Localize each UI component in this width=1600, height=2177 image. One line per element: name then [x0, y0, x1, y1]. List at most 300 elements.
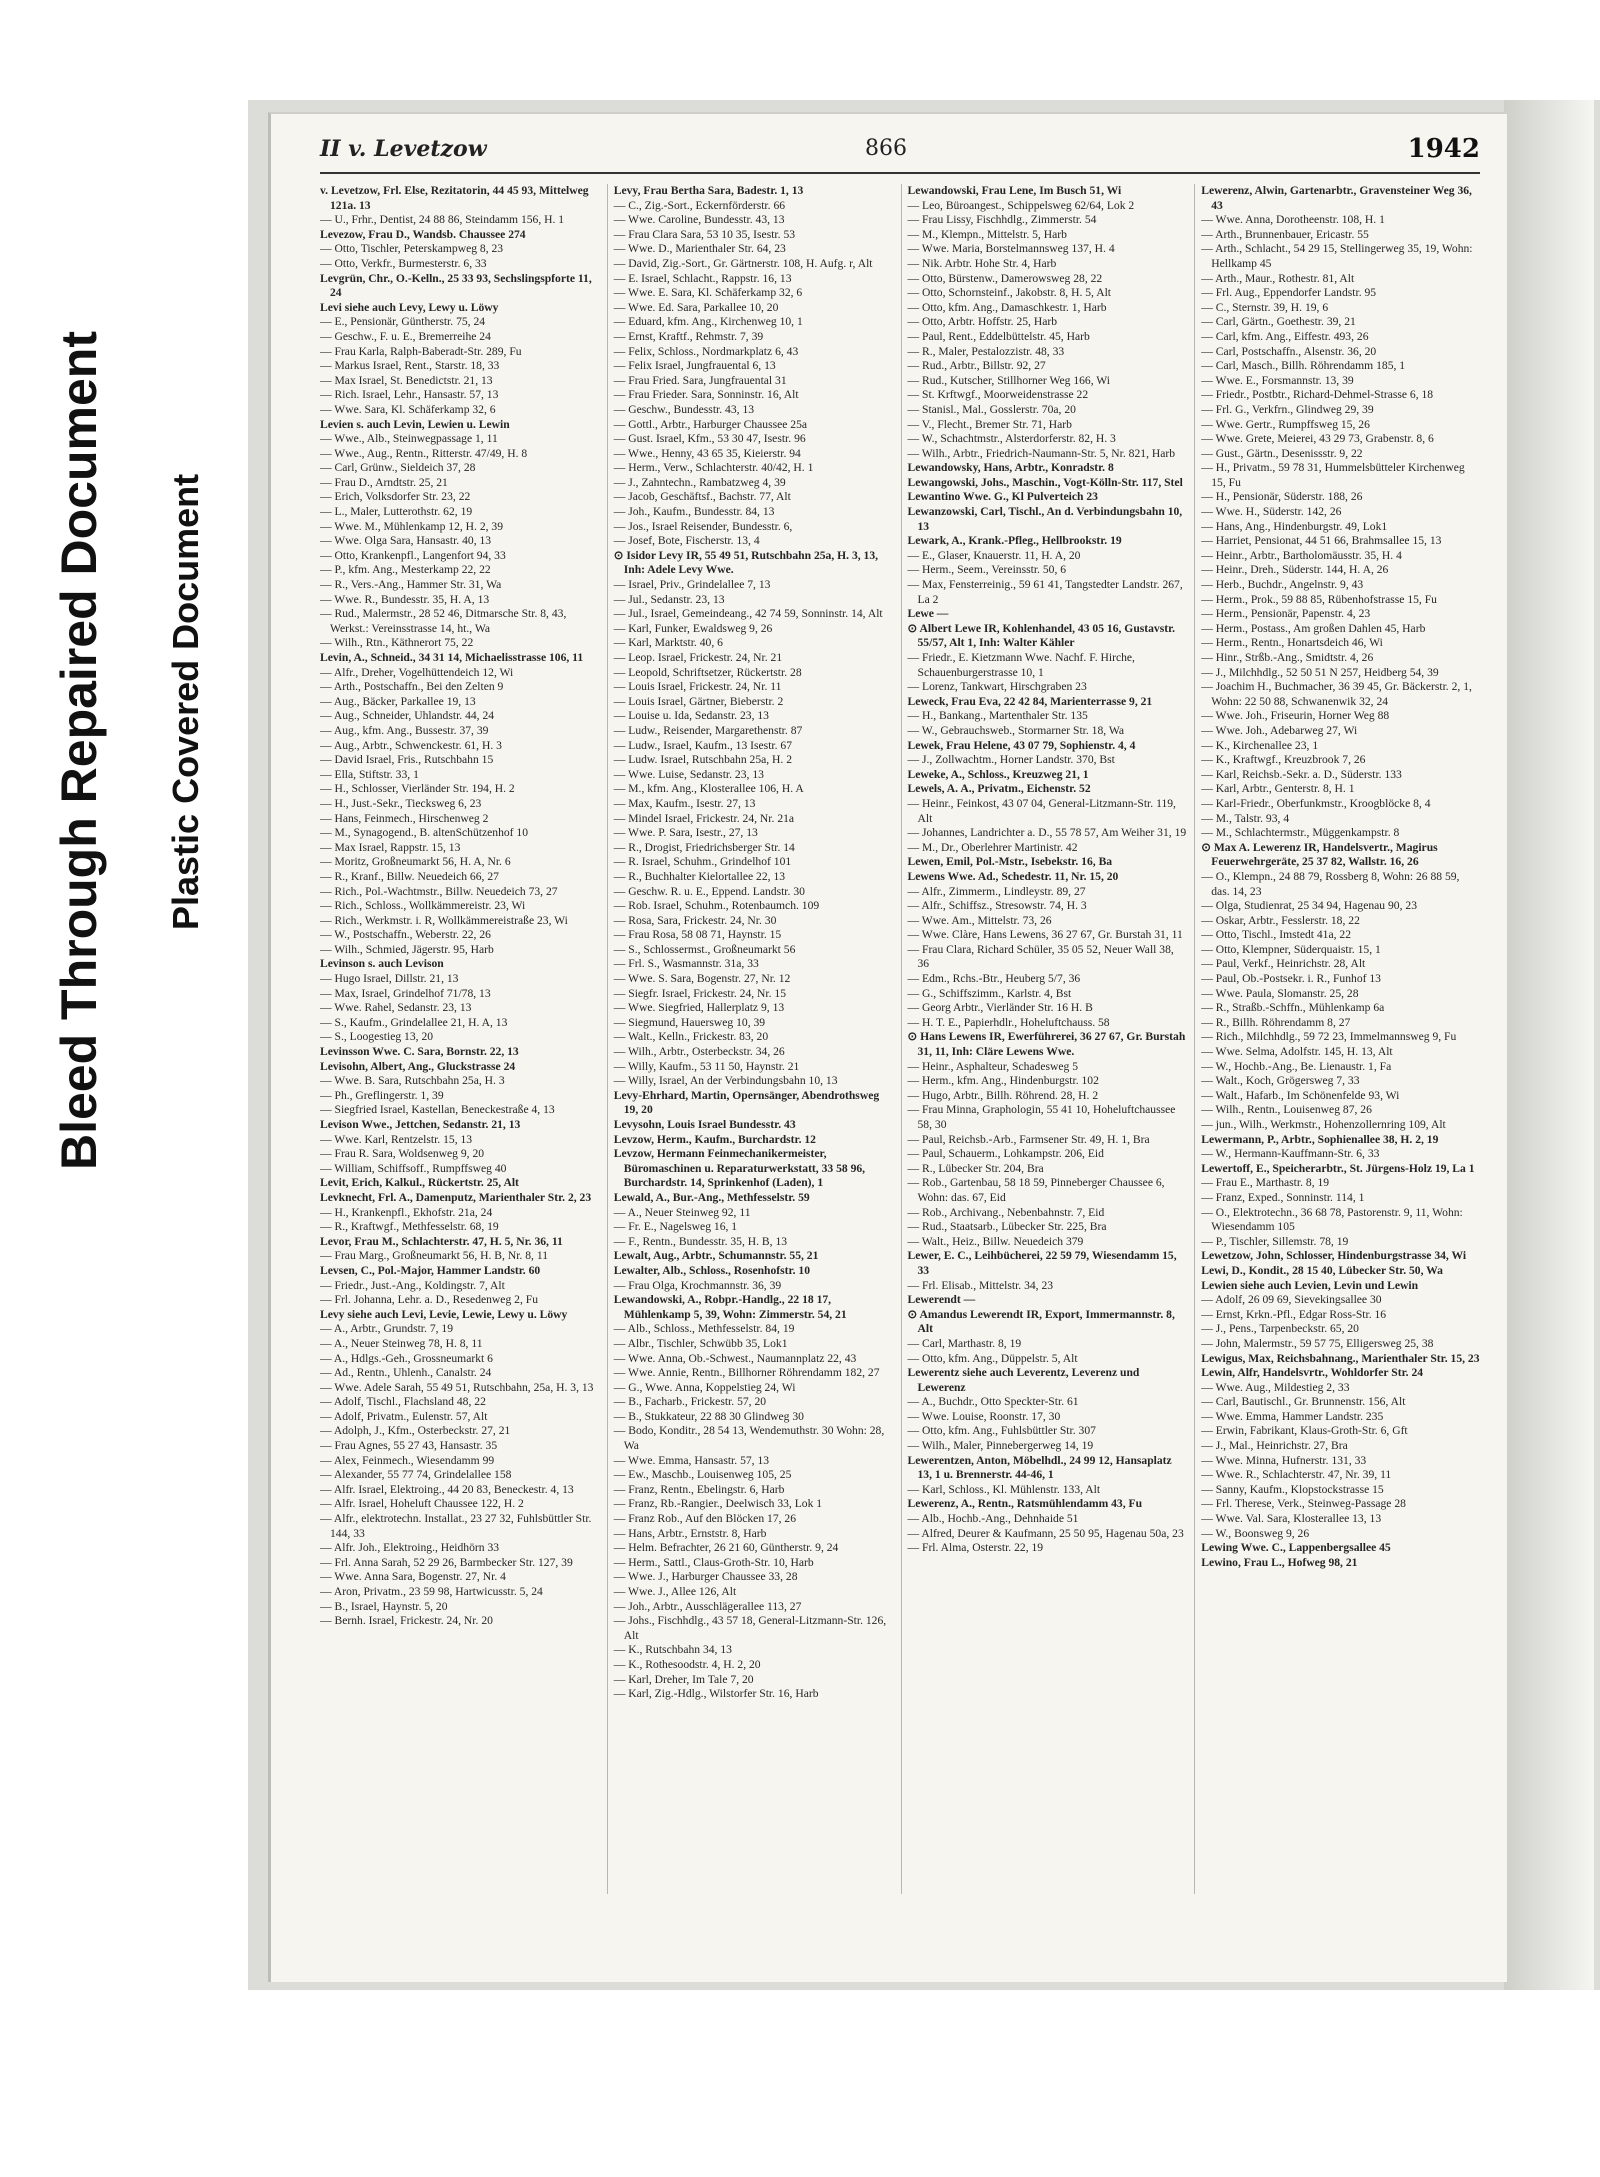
directory-entry: Lewino, Frau L., Hofweg 98, 21	[1201, 1555, 1358, 1569]
directory-entry: — Wwe. B. Sara, Rutschbahn 25a, H. 3	[320, 1074, 505, 1088]
directory-entry: — Erwin, Fabrikant, Klaus-Groth-Str. 6, Gft	[1201, 1424, 1408, 1438]
directory-entry: — Wwe. Ed. Sara, Parkallee 10, 20	[613, 300, 779, 314]
directory-entry: — K., Rutschbahn 34, 13	[613, 1643, 732, 1657]
directory-entry: — M., Dr., Oberlehrer Martinistr. 42	[907, 840, 1078, 854]
directory-entry: — E., Pensionär, Güntherstr. 75, 24	[320, 315, 486, 329]
directory-entry: — B., Israel, Haynstr. 5, 20	[320, 1599, 448, 1613]
directory-entry: — Alfr. Israel, Hoheluft Chaussee 122, H. 2	[320, 1497, 524, 1511]
directory-entry: — M., Synagogend., B. altenSchützenhof 10	[320, 826, 529, 840]
directory-entry: — Alfred, Deurer & Kaufmann, 25 50 95, Hagenau 50a, 23	[907, 1526, 1184, 1540]
directory-entry: — Rud., Staatsarb., Lübecker Str. 225, Bra	[907, 1220, 1107, 1234]
directory-entry: Levi siehe auch Levy, Lewy u. Löwy	[320, 300, 499, 314]
directory-entry: Lewerenz, Alwin, Gartenarbtr., Gravensteiner Weg 36, 43	[1201, 184, 1472, 212]
directory-entry: — G., Schiffszimm., Karlstr. 4, Bst	[907, 986, 1072, 1000]
directory-entry: — C., Zig.-Sort., Eckernförderstr. 66	[613, 198, 786, 212]
directory-entry: — Frau Lissy, Fischhdlg., Zimmerstr. 54	[907, 213, 1097, 227]
directory-entry: Levinson s. auch Levison	[320, 957, 444, 971]
directory-entry: — H., Privatm., 59 78 31, Hummelsbütteler Kirchenweg 15, Fu	[1201, 461, 1465, 489]
directory-entry: — Arth., Brunnenbauer, Ericastr. 55	[1201, 227, 1369, 241]
directory-entry: ⊙ Albert Lewe IR, Kohlenhandel, 43 05 16, Gustavstr. 55/57, Alt 1, Inh: Walter Kähler	[907, 621, 1176, 650]
directory-entry: Levy siehe auch Levi, Levie, Lewie, Lewy u. Löwy	[320, 1307, 568, 1321]
viewer-bottom-margin	[0, 1990, 1600, 2177]
directory-entry: Levison Wwe., Jettchen, Sedanstr. 21, 13	[320, 1118, 521, 1131]
directory-entry: — W., Boonsweg 9, 26	[1201, 1526, 1310, 1540]
directory-entry: — Frl. Johanna, Lehr. a. D., Resedenweg 2, Fu	[320, 1293, 538, 1307]
directory-entry: — David, Zig.-Sort., Gr. Gärtnerstr. 108, H. Aufg. r, Alt	[613, 256, 873, 270]
directory-entry: Lewandowski, Frau Lene, Im Busch 51, Wi	[907, 184, 1122, 197]
directory-entry: — P., Tischler, Sillemstr. 78, 19	[1201, 1234, 1349, 1248]
directory-entry: — Wwe. J., Allee 126, Alt	[613, 1585, 737, 1598]
directory-entry: — Karl, Funker, Ewaldsweg 9, 26	[613, 621, 773, 635]
directory-entry: — H. T. E., Papierhdlr., Hoheluftchauss. 58	[907, 1015, 1110, 1029]
directory-entry: — Wwe. Louise, Roonstr. 17, 30	[907, 1409, 1061, 1423]
directory-entry: — Wwe. Grete, Meierei, 43 29 73, Grabenstr. 8, 6	[1201, 432, 1434, 446]
directory-entry: — Rud., Arbtr., Billstr. 92, 27	[907, 359, 1046, 373]
directory-entry: — K., Kirchenallee 23, 1	[1201, 738, 1319, 752]
directory-entry: Lewantino Wwe. G., Kl Pulverteich 23	[907, 490, 1098, 504]
directory-entry: — Paul, Reichsb.-Arb., Farmsener Str. 49, H. 1, Bra	[907, 1132, 1150, 1146]
directory-entry: — Leopold, Schriftsetzer, Rückertstr. 28	[613, 665, 802, 679]
directory-entry: — B., Stukkateur, 22 88 30 Glindweg 30	[613, 1409, 804, 1423]
directory-entry: — S., Kaufm., Grindelallee 21, H. A, 13	[320, 1015, 508, 1029]
directory-entry: Levgrün, Chr., O.-Kelln., 25 33 93, Sechslingspforte 11, 24	[320, 271, 592, 300]
directory-entry: — Joachim H., Buchmacher, 36 39 45, Gr. Bäckerstr. 2, 1, Wohn: 22 50 88, Schwanenwik 32, 24	[1201, 680, 1472, 708]
directory-entry: — Wwe., Aug., Rentn., Ritterstr. 47/49, H. 8	[320, 446, 528, 460]
directory-entry: — Frau Olga, Krochmannstr. 36, 39	[613, 1278, 782, 1292]
directory-entry: — Wwe. Adele Sarah, 55 49 51, Rutschbahn, 25a, H. 3, 13	[320, 1380, 594, 1394]
directory-entry: — Frau D., Arndtstr. 25, 21	[320, 475, 448, 489]
directory-entry: — Frau Rosa, 58 08 71, Haynstr. 15	[613, 928, 782, 942]
directory-entry: — Arth., Schlacht., 54 29 15, Stellingerweg 35, 19, Wohn: Hellkamp 45	[1201, 242, 1473, 270]
directory-entry: — jun., Wilh., Werkmstr., Hohenzollernring 109, Alt	[1201, 1118, 1446, 1131]
directory-entry: — W., Gebrauchsweb., Stormarner Str. 18, Wa	[907, 723, 1125, 737]
directory-entry: — Friedr., Postbtr., Richard-Dehmel-Strasse 6, 18	[1201, 388, 1434, 402]
directory-entry: — St. Krftwgf., Moorweidenstrasse 22	[907, 388, 1089, 402]
directory-entry: — Eduard, kfm. Ang., Kirchenweg 10, 1	[613, 315, 803, 329]
directory-entry: — Rich., Pol.-Wachtmstr., Billw. Neuedeich 73, 27	[320, 884, 558, 898]
directory-entry: — Aug., Arbtr., Schwenckestr. 61, H. 3	[320, 738, 502, 752]
directory-entry: Lewerendt —	[907, 1293, 976, 1307]
directory-entry: — Paul, Ob.-Postsekr. i. R., Funhof 13	[1201, 972, 1381, 986]
directory-entry: Levysohn, Louis Israel Bundesstr. 43	[613, 1118, 796, 1131]
directory-entry: — Ew., Maschb., Louisenweg 105, 25	[613, 1468, 792, 1482]
directory-entry: Lewalt, Aug., Arbtr., Schumannstr. 55, 21	[613, 1249, 819, 1263]
directory-entry: — Otto, Arbtr. Hoffstr. 25, Harb	[907, 315, 1058, 329]
directory-entry: Lewandowsky, Hans, Arbtr., Konradstr. 8	[907, 461, 1114, 475]
directory-entry: — David Israel, Fris., Rutschbahn 15	[320, 753, 494, 767]
directory-entry: — W., Hochb.-Ang., Be. Lienaustr. 1, Fa	[1201, 1059, 1392, 1073]
directory-entry: — Wwe. Siegfried, Hallerplatz 9, 13	[613, 1001, 785, 1015]
directory-entry: — Hugo, Arbtr., Billh. Röhrend. 28, H. 2	[907, 1088, 1099, 1102]
directory-entry: — Frl. Anna Sarah, 52 29 26, Barmbecker Str. 127, 39	[320, 1555, 573, 1569]
directory-entry: — O., Klempn., 24 88 79, Rossberg 8, Wohn: 26 88 59, das. 14, 23	[1201, 869, 1460, 898]
directory-entry: — Frau Minna, Graphologin, 55 41 10, Hoheluftchaussee 58, 30	[907, 1103, 1176, 1131]
directory-entry: Lewangowski, Johs., Maschin., Vogt-Kölln-Str. 117, Stel	[907, 475, 1183, 489]
directory-entry: — Gust., Gärtn., Desenissstr. 9, 22	[1201, 446, 1363, 460]
directory-entry: — Carl, Postschaffn., Alsenstr. 36, 20	[1201, 344, 1377, 358]
directory-entry: — Frau Agnes, 55 27 43, Hansastr. 35	[320, 1439, 498, 1453]
directory-entry: — Paul, Verkf., Heinrichstr. 28, Alt	[1201, 957, 1366, 971]
directory-entry: — Geschw. R. u. E., Eppend. Landstr. 30	[613, 884, 805, 898]
directory-entry: — Carl, kfm. Ang., Eiffestr. 493, 26	[1201, 329, 1369, 343]
directory-entry: — Herm., kfm. Ang., Hindenburgstr. 102	[907, 1074, 1099, 1088]
directory-entry: — Wilh., Maler, Pinnebergerweg 14, 19	[907, 1439, 1094, 1453]
directory-entry: — Louise u. Ida, Sedanstr. 23, 13	[613, 709, 769, 723]
directory-entry: — K., Rothesoodstr. 4, H. 2, 20	[613, 1657, 761, 1671]
directory-entry: — Karl, Schloss., Kl. Mühlenstr. 133, Alt	[907, 1482, 1101, 1496]
directory-entry: — Siegfr. Israel, Frickestr. 24, Nr. 15	[613, 986, 787, 1000]
directory-entry: — Wwe. Paula, Slomanstr. 25, 28	[1201, 986, 1359, 1000]
directory-entry: — R., Buchhalter Kielortallee 22, 13	[613, 869, 786, 883]
directory-entry: — Frau Frieder. Sara, Sonninstr. 16, Alt	[613, 388, 799, 402]
directory-entry: — Ernst, Krkn.-Pfl., Edgar Ross-Str. 16	[1201, 1307, 1387, 1321]
directory-entry: — Aron, Privatm., 23 59 98, Hartwicusstr. 5, 24	[320, 1585, 543, 1598]
directory-entry: — Ella, Stiftstr. 33, 1	[320, 767, 419, 781]
directory-entry: — Frl. Aug., Eppendorfer Landstr. 95	[1201, 286, 1377, 300]
directory-entry: ⊙ Hans Lewens IR, Ewerführerei, 36 27 67, Gr. Burstah 31, 11, Inh: Cläre Lewens Wwe.	[907, 1030, 1186, 1059]
directory-entry: — K., Kraftwgf., Kreuzbrook 7, 26	[1201, 753, 1366, 767]
directory-entry: — Ernst, Kraftf., Rehmstr. 7, 39	[613, 329, 764, 343]
directory-entry: — Wwe. R., Schlachterstr. 47, Nr. 39, 11	[1201, 1468, 1392, 1482]
directory-entry: — Rosa, Sara, Frickestr. 24, Nr. 30	[613, 913, 777, 927]
directory-entry: Lewald, A., Bur.-Ang., Methfesselstr. 59	[613, 1190, 810, 1204]
directory-entry: Leweke, A., Schloss., Kreuzweg 21, 1	[907, 767, 1089, 781]
directory-entry: — Rich., Schloss., Wollkämmereistr. 23, Wi	[320, 899, 526, 913]
directory-entry: — Wwe. S. Sara, Bogenstr. 27, Nr. 12	[613, 972, 791, 986]
directory-entry: — Herb., Buchdr., Angelnstr. 9, 43	[1201, 578, 1364, 592]
directory-entry: — Alfr. Joh., Elektroing., Heidhörn 33	[320, 1541, 500, 1555]
directory-entry: — U., Frhr., Dentist, 24 88 86, Steindamm 156, H. 1	[320, 213, 565, 227]
directory-entry: — Walt., Hafarb., Im Schönenfelde 93, Wi	[1201, 1088, 1400, 1102]
directory-entry: — Leop. Israel, Frickestr. 24, Nr. 21	[613, 651, 783, 664]
directory-entry: Lewermann, P., Arbtr., Sophienallee 38, H. 2, 19	[1201, 1132, 1439, 1146]
directory-entry: — Louis Israel, Frickestr. 24, Nr. 11	[613, 680, 782, 694]
directory-entry: — Rob., Archivang., Nebenbahnstr. 7, Eid	[907, 1205, 1105, 1219]
directory-entry: — Wwe. Am., Mittelstr. 73, 26	[907, 913, 1052, 927]
directory-entry: — Markus Israel, Rent., Starstr. 18, 33	[320, 359, 500, 373]
directory-entry: — Wwe. M., Mühlenkamp 12, H. 2, 39	[320, 519, 504, 533]
directory-entry: Lewe —	[907, 607, 949, 621]
directory-entry: — Otto, kfm. Ang., Düppelstr. 5, Alt	[907, 1351, 1078, 1365]
directory-entry: — Frau Clara Sara, 53 10 35, Isestr. 53	[613, 227, 796, 241]
directory-entry: — Frl. G., Verkfrn., Glindweg 29, 39	[1201, 402, 1374, 416]
directory-entry: — Adolf, Tischl., Flachsland 48, 22	[320, 1395, 486, 1409]
directory-entry: — Rich., Werkmstr. i. R, Wollkämmereistraße 23, Wi	[320, 913, 568, 927]
directory-entry: ⊙ Isidor Levy IR, 55 49 51, Rutschbahn 25a, H. 3, 13, Inh: Adele Levy Wwe.	[613, 548, 879, 577]
directory-entry: — Felix Israel, Jungfrauental 6, 13	[613, 359, 776, 373]
directory-entry: — Herm., Postass., Am großen Dahlen 45, Harb	[1201, 621, 1426, 635]
directory-entry: — Alexander, 55 77 74, Grindelallee 158	[320, 1468, 512, 1482]
directory-entry: — Walt., Koch, Grögersweg 7, 33	[1201, 1074, 1360, 1088]
directory-entry: Levisohn, Albert, Ang., Gluckstrasse 24	[320, 1059, 516, 1073]
directory-entry: — Nik. Arbtr. Hohe Str. 4, Harb	[907, 256, 1057, 270]
directory-entry: — Josef, Bote, Fischerstr. 13, 4	[613, 534, 760, 548]
directory-entry: Lewin, Alfr, Handelsvrtr., Wohldorfer Str. 24	[1201, 1366, 1424, 1380]
directory-entry: — M., kfm. Ang., Klosterallee 106, H. A	[613, 782, 804, 796]
directory-entry: — Carl, Grünw., Sieldeich 37, 28	[320, 461, 476, 475]
directory-entry: Levknecht, Frl. A., Damenputz, Marienthaler Str. 2, 23	[320, 1190, 592, 1204]
plastic-covered-label: Plastic Covered Document	[165, 473, 206, 930]
directory-entry: — Siegmund, Hauersweg 10, 39	[613, 1015, 766, 1029]
directory-entry: — Wilh., Arbtr., Friedrich-Naumann-Str. 5, Nr. 821, Harb	[907, 446, 1176, 460]
directory-entry: — Wwe. Minna, Hufnerstr. 131, 33	[1201, 1453, 1367, 1467]
directory-entry: — O., Elektrotechn., 36 68 78, Pastorenstr. 9, 11, Wohn: Wiesendamm 105	[1201, 1205, 1463, 1234]
directory-entry: — Alfr., Zimmerm., Lindleystr. 89, 27	[907, 884, 1086, 898]
directory-entry: — Gust. Israel, Kfm., 53 30 47, Isestr. 96	[613, 432, 806, 446]
directory-entry: — W., Postschaffn., Weberstr. 22, 26	[320, 928, 491, 942]
directory-entry: — Karl, Dreher, Im Tale 7, 20	[613, 1672, 754, 1686]
directory-entry: — Heinr., Arbtr., Bartholomäusstr. 35, H. 4	[1201, 548, 1402, 562]
directory-entry: — Wwe. Joh., Adebarweg 27, Wi	[1201, 723, 1358, 737]
directory-entry: — Alex, Feinmech., Wiesendamm 99	[320, 1453, 495, 1467]
directory-entry: — Frau E., Marthastr. 8, 19	[1201, 1176, 1330, 1190]
directory-entry: Lewandowski, A., Robpr.-Handlg., 22 18 17, Mühlenkamp 5, 39, Wohn: Zimmerstr. 54, 21	[613, 1293, 847, 1321]
directory-entry: Levor, Frau M., Schlachterstr. 47, H. 5, Nr. 36, 11	[320, 1234, 563, 1248]
directory-entry: — Wwe., Henny, 43 65 35, Kieierstr. 94	[613, 446, 801, 460]
directory-entry: — Harriet, Pensionat, 44 51 66, Brahmsallee 15, 13	[1201, 534, 1442, 548]
directory-entry: — Fr. E., Nagelsweg 16, 1	[613, 1220, 738, 1234]
directory-entry: — Heinr., Dreh., Süderstr. 144, H. A, 26	[1201, 563, 1389, 577]
directory-entry: — Ludw., Israel, Kaufm., 13 Isestr. 67	[613, 738, 793, 752]
directory-entry: — Jul., Israel, Gemeindeang., 42 74 59, Sonninstr. 14, Alt	[613, 607, 883, 621]
directory-entry: — Willy, Kaufm., 53 11 50, Haynstr. 21	[613, 1059, 800, 1073]
directory-entry: — Wilh., Arbtr., Osterbeckstr. 34, 26	[613, 1045, 785, 1059]
directory-entry: Lewi, D., Kondit., 28 15 40, Lübecker Str. 50, Wa	[1201, 1263, 1443, 1277]
directory-entry: — Geschw., Bundesstr. 43, 13	[613, 402, 755, 416]
directory-entry: — Moritz, Großneumarkt 56, H. A, Nr. 6	[320, 855, 511, 869]
directory-entry: — Wwe. J., Harburger Chaussee 33, 28	[613, 1570, 798, 1584]
directory-entry: — H., Just.-Sekr., Tiecksweg 6, 23	[320, 796, 482, 810]
directory-entry: Lewalter, Alb., Schloss., Rosenhofstr. 10	[613, 1263, 811, 1277]
directory-entry: — M., Klempn., Mittelstr. 5, Harb	[907, 227, 1067, 241]
directory-entry: — Olga, Studienrat, 25 34 94, Hagenau 90, 23	[1201, 899, 1417, 913]
directory-entry: — Frau Clara, Richard Schüler, 35 05 52, Neuer Wall 38, 36	[907, 942, 1174, 971]
directory-entry: — J., Zahntechn., Rambatzweg 4, 39	[613, 475, 786, 489]
directory-entry: Levzow, Hermann Feinmechanikermeister, Büromaschinen u. Reparaturwerkstatt, 33 58 96, Burchardstr. 14, Sprinkenhof (Laden), 1	[613, 1147, 866, 1190]
directory-entry: — Frau Karla, Ralph-Baberadt-Str. 289, Fu	[320, 344, 522, 358]
directory-entry: Levzow, Herm., Kaufm., Burchardstr. 12	[613, 1132, 816, 1146]
directory-entry: — Paul, Schauerm., Lohkampstr. 206, Eid	[907, 1147, 1104, 1161]
directory-entry: Levien s. auch Levin, Lewien u. Lewin	[320, 417, 510, 431]
directory-entry: — Hinr., Strßb.-Ang., Smidtstr. 4, 26	[1201, 651, 1374, 664]
directory-entry: — E., Glaser, Knauerstr. 11, H. A, 20	[907, 548, 1081, 562]
directory-entry: — Alb., Hochb.-Ang., Dehnhaide 51	[907, 1512, 1079, 1526]
directory-entry: Lewetzow, John, Schlosser, Hindenburgstrasse 34, Wi	[1201, 1249, 1467, 1263]
directory-entry: — Wwe. Anna Sara, Bogenstr. 27, Nr. 4	[320, 1570, 506, 1584]
directory-entry: — Albr., Tischler, Schwübb 35, Lok1	[613, 1336, 788, 1350]
directory-entry: — Max, Fensterreinig., 59 61 41, Tangstedter Landstr. 267, La 2	[907, 578, 1183, 606]
directory-entry: — Hans, Feinmech., Hirschenweg 2	[320, 811, 489, 825]
directory-entry: — Bernh. Israel, Frickestr. 24, Nr. 20	[320, 1614, 493, 1628]
directory-entry: — Frau R. Sara, Woldsenweg 9, 20	[320, 1147, 485, 1161]
directory-entry: Levezow, Frau D., Wandsb. Chaussee 274	[320, 227, 526, 241]
viewer-top-margin	[0, 0, 1600, 48]
page-header	[320, 132, 1480, 174]
directory-entry: — C., Sternstr. 39, H. 19, 6	[1201, 300, 1329, 314]
directory-entry: — Friedr., E. Kietzmann Wwe. Nachf. F. Hirche, Schauenburgerstrasse 10, 1	[907, 651, 1135, 679]
directory-entry: — John, Malermstr., 59 57 75, Elligersweg 25, 38	[1201, 1336, 1434, 1350]
directory-entry: — Ph., Greflingerstr. 1, 39	[320, 1088, 444, 1102]
directory-entry: — Otto, kfm. Ang., Damaschkestr. 1, Harb	[907, 300, 1107, 314]
directory-entry: — R., Maler, Pestalozzistr. 48, 33	[907, 344, 1065, 358]
directory-entry: — Rob., Gartenbau, 58 18 59, Pinneberger Chaussee 6, Wohn: das. 67, Eid	[907, 1176, 1165, 1204]
directory-entry: — Herm., Verw., Schlachterstr. 40/42, H. 1	[613, 461, 814, 475]
directory-entry: — Otto, Tischl., Imstedt 41a, 22	[1201, 928, 1352, 942]
directory-entry: — L., Maler, Lutterothstr. 62, 19	[320, 505, 473, 519]
directory-entry: — Aug., Bäcker, Parkallee 19, 13	[320, 694, 476, 708]
directory-entry: — Helm. Befrachter, 26 21 60, Güntherstr. 9, 24	[613, 1541, 839, 1555]
directory-entry: — Wwe., Alb., Steinwegpassage 1, 11	[320, 432, 498, 446]
directory-entry: Lewerenz, A., Rentn., Ratsmühlendamm 43, Fu	[907, 1497, 1143, 1511]
directory-entry: — Otto, Verkfr., Burmesterstr. 6, 33	[320, 256, 487, 270]
directory-entry: — Rich., Milchhdlg., 59 72 23, Immelmannsweg 9, Fu	[1201, 1030, 1457, 1044]
directory-entry: — Joh., Kaufm., Bundesstr. 84, 13	[613, 505, 775, 519]
directory-entry: — A., Neuer Steinweg 92, 11	[613, 1205, 751, 1219]
directory-entry: — W., Hermann-Kauffmann-Str. 6, 33	[1201, 1147, 1380, 1161]
directory-entry: — Friedr., Just.-Ang., Koldingstr. 7, Alt	[320, 1278, 505, 1292]
directory-entry: — Walt., Heiz., Billw. Neuedeich 379	[907, 1234, 1084, 1248]
directory-entry: Leweck, Frau Eva, 22 42 84, Marienterrasse 9, 21	[907, 694, 1153, 708]
directory-entry: — Wwe. Anna, Ob.-Schwest., Naumannplatz 22, 43	[613, 1351, 857, 1365]
bleed-through-label: Bleed Through Repaired Document	[51, 331, 107, 1170]
directory-entry: — Carl, Masch., Billh. Röhrendamm 185, 1	[1201, 359, 1406, 373]
directory-entry: — Lorenz, Tankwart, Hirschgraben 23	[907, 680, 1087, 694]
directory-entry: — Otto, Krankenpfl., Langenfort 94, 33	[320, 548, 506, 562]
directory-entry: — R., Lübecker Str. 204, Bra	[907, 1161, 1044, 1175]
directory-entry: — Carl, Bautischl., Gr. Brunnenstr. 156, Alt	[1201, 1395, 1406, 1409]
directory-entry: — Ludw. Israel, Rutschbahn 25a, H. 2	[613, 753, 793, 767]
directory-entry: Lewien siehe auch Levien, Levin und Lewin	[1201, 1278, 1419, 1292]
directory-entry: — Gottl., Arbtr., Harburger Chaussee 25a	[613, 417, 808, 431]
directory-entry: — Leo, Büroangest., Schippelsweg 62/64, Lok 2	[907, 198, 1135, 212]
directory-entry: — Otto, Schornsteinf., Jakobstr. 8, H. 5, Alt	[907, 286, 1112, 300]
directory-entry: — Aug., kfm. Ang., Bussestr. 37, 39	[320, 723, 489, 737]
directory-entry: — Otto, Tischler, Peterskampweg 8, 23	[320, 242, 504, 256]
directory-entry: — Karl, Marktstr. 40, 6	[613, 636, 723, 650]
directory-entry: — Wwe. Clàre, Hans Lewens, 36 27 67, Gr. Burstah 31, 11	[907, 928, 1183, 942]
directory-entry: — Wwe. Gertr., Rumpffsweg 15, 26	[1201, 417, 1370, 431]
directory-entry: — Wwe. Val. Sara, Klosterallee 13, 13	[1201, 1512, 1382, 1526]
directory-entry: — Frl. S., Wasmannstr. 31a, 33	[613, 957, 759, 971]
directory-entry: Lewerentzen, Anton, Möbelhdl., 24 99 12, Hansaplatz 13, 1 u. Brennerstr. 44-46, 1	[907, 1453, 1172, 1482]
directory-entry: — Ludw., Reisender, Margarethenstr. 87	[613, 723, 803, 737]
directory-entry: — Wwe. R., Bundesstr. 35, H. A, 13	[320, 592, 490, 606]
directory-entry: — Siegfried Israel, Kastellan, Beneckestraße 4, 13	[320, 1103, 555, 1117]
directory-entry: — Frl. Alma, Osterstr. 22, 19	[907, 1541, 1044, 1555]
directory-entry: — Wwe. Rahel, Sedanstr. 23, 13	[320, 1001, 472, 1015]
directory-entry: — Alb., Schloss., Methfesselstr. 84, 19	[613, 1322, 795, 1336]
directory-entry: Lewels, A. A., Privatm., Eichenstr. 52	[907, 782, 1091, 796]
directory-entry: — Adolf, Privatm., Eulenstr. 57, Alt	[320, 1409, 488, 1423]
directory-entry: — Israel, Priv., Grindelallee 7, 13	[613, 578, 771, 592]
directory-entry: — Alfr. Israel, Elektroing., 44 20 83, Beneckestr. 4, 13	[320, 1482, 574, 1496]
directory-entry: — Carl, Gärtn., Goethestr. 39, 21	[1201, 315, 1356, 329]
directory-entry: — S., Loogestieg 13, 20	[320, 1030, 434, 1044]
directory-entry: Levinsson Wwe. C. Sara, Bornstr. 22, 13	[320, 1045, 519, 1059]
directory-entry: — Alfr., elektrotechn. Installat., 23 27 32, Fuhlsbüttler Str. 144, 33	[320, 1512, 592, 1540]
directory-entry: — R., Kraftwgf., Methfesselstr. 68, 19	[320, 1220, 499, 1234]
directory-entry: — Wwe. Luise, Sedanstr. 23, 13	[613, 767, 764, 781]
directory-entry: — Rob. Israel, Schuhm., Rotenbaumch. 109	[613, 899, 820, 913]
directory-entry: — H., Krankenpfl., Ekhofstr. 21a, 24	[320, 1205, 493, 1219]
directory-entry: — Stanisl., Mal., Gosslerstr. 70a, 20	[907, 402, 1076, 416]
directory-entry: — Karl-Friedr., Oberfunkmstr., Kroogblöcke 8, 4	[1201, 796, 1431, 810]
directory-entry: — Karl, Zig.-Hdlg., Wilstorfer Str. 16, Harb	[613, 1687, 819, 1701]
directory-entry: Lewark, A., Krank.-Pfleg., Hellbrookstr. 19	[907, 534, 1122, 548]
directory-entry: — Wilh., Rtn., Käthnerort 75, 22	[320, 636, 474, 650]
directory-entry: — H., Schlosser, Vierländer Str. 194, H. 2	[320, 782, 515, 796]
directory-entry: — Wwe. Emma, Hansastr. 57, 13	[613, 1453, 770, 1467]
directory-entry: — Wwe. Caroline, Bundesstr. 43, 13	[613, 213, 785, 227]
directory-entry: — H., Pensionär, Süderstr. 188, 26	[1201, 490, 1363, 504]
directory-entry: Levit, Erich, Kalkul., Rückertstr. 25, Alt	[320, 1176, 519, 1190]
directory-entry: — Jul., Sedanstr. 23, 13	[613, 592, 725, 606]
directory-entry: — S., Schlossermst., Großneumarkt 56	[613, 942, 796, 956]
directory-entry: — Adolf, 26 09 69, Sievekingsallee 30	[1201, 1293, 1382, 1307]
directory-entry: — Herm., Prok., 59 88 85, Rübenhofstrasse 15, Fu	[1201, 592, 1437, 606]
directory-entry: — Wwe. H., Süderstr. 142, 26	[1201, 505, 1342, 519]
document-condition-labels	[40, 230, 240, 1180]
directory-entry: — Herm., Sattl., Claus-Groth-Str. 10, Harb	[613, 1555, 814, 1569]
directory-entry: — Otto, kfm. Ang., Fuhlsbüttler Str. 307	[907, 1424, 1096, 1438]
directory-entry: — Frl. Therese, Verk., Steinweg-Passage 28	[1201, 1497, 1406, 1511]
directory-entry: — Franz Rob., Auf den Blöcken 17, 26	[613, 1512, 797, 1526]
directory-entry: — J., Mal., Heinrichstr. 27, Bra	[1201, 1439, 1348, 1453]
directory-entry: — R., Billh. Röhrendamm 8, 27	[1201, 1015, 1351, 1029]
directory-entry: — Oskar, Arbtr., Fesslerstr. 18, 22	[1201, 913, 1360, 927]
directory-entry: — Rud., Kutscher, Stillhorner Weg 166, Wi	[907, 373, 1111, 387]
directory-entry: — Georg Arbtr., Vierländer Str. 16 H. B	[907, 1001, 1093, 1015]
directory-entry: Lewanzowski, Carl, Tischl., An d. Verbindungsbahn 10, 13	[907, 505, 1183, 533]
directory-column-2	[607, 184, 893, 1894]
directory-entry: Lewigus, Max, Reichsbahnang., Marienthaler Str. 15, 23	[1201, 1351, 1480, 1365]
directory-entry: — Frl. Elisab., Mittelstr. 34, 23	[907, 1278, 1054, 1292]
directory-entry: — Sanny, Kaufm., Klopstockstrasse 15	[1201, 1482, 1384, 1496]
directory-column-3	[901, 184, 1187, 1894]
directory-entry: — Karl, Reichsb.-Sekr. a. D., Süderstr. 133	[1201, 767, 1402, 781]
directory-entry: — Frau Fried. Sara, Jungfrauental 31	[613, 373, 787, 387]
directory-entry: — Max, Israel, Grindelhof 71/78, 13	[320, 986, 491, 1000]
directory-entry: — Edm., Rchs.-Btr., Heuberg 5/7, 36	[907, 972, 1081, 986]
directory-entry: — Wwe. E. Sara, Kl. Schäferkamp 32, 6	[613, 286, 803, 300]
directory-entry: — Carl, Marthastr. 8, 19	[907, 1336, 1022, 1350]
directory-entry: — W., Schachtmstr., Alsterdorferstr. 82, H. 3	[907, 432, 1116, 446]
directory-entry: — Heinr., Feinkost, 43 07 04, General-Litzmann-Str. 119, Alt	[907, 796, 1176, 825]
directory-entry: — H., Bankang., Martenthaler Str. 135	[907, 709, 1088, 723]
directory-entry: — V., Flecht., Bremer Str. 71, Harb	[907, 417, 1072, 431]
directory-entry: — Wwe. Karl, Rentzelstr. 15, 13	[320, 1132, 473, 1146]
directory-entry: — J., Milchhdlg., 52 50 51 N 257, Heidberg 54, 39	[1201, 665, 1439, 679]
directory-entry: — Alfr., Schiffsz., Stresowstr. 74, H. 3	[907, 899, 1087, 913]
directory-entry: — Franz, Rb.-Rangier., Deelwisch 33, Lok 1	[613, 1497, 823, 1511]
directory-entry: — Bodo, Konditr., 28 54 13, Wendemuthstr. 30 Wohn: 28, Wa	[613, 1424, 885, 1453]
directory-entry: Lewens Wwe. Ad., Schedestr. 11, Nr. 15, 20	[907, 869, 1119, 883]
directory-entry: — Wwe. P. Sara, Isestr., 27, 13	[613, 826, 758, 840]
running-head: II v. Levetzow	[320, 136, 487, 162]
directory-column-4	[1194, 184, 1480, 1894]
directory-entry: — R., Kranf., Billw. Neuedeich 66, 27	[320, 869, 499, 883]
directory-entry: — William, Schiffsoff., Rumpffsweg 40	[320, 1161, 507, 1175]
directory-entry: — Wilh., Schmied, Jägerstr. 95, Harb	[320, 942, 494, 956]
directory-entry: — Herm., Seem., Vereinsstr. 50, 6	[907, 563, 1067, 577]
directory-entry: Levsen, C., Pol.-Major, Hammer Landstr. 60	[320, 1263, 541, 1277]
directory-entry: — Heinr., Asphalteur, Schadesweg 5	[907, 1059, 1079, 1073]
directory-entry: — Hugo Israel, Dillstr. 21, 13	[320, 972, 459, 986]
directory-entry: — G., Wwe. Anna, Koppelstieg 24, Wi	[613, 1380, 796, 1394]
directory-entry: — Franz, Exped., Sonninstr. 114, 1	[1201, 1190, 1365, 1204]
directory-entry: — Wilh., Rentn., Louisenweg 87, 26	[1201, 1103, 1372, 1117]
directory-entry: — Wwe. Aug., Mildestieg 2, 33	[1201, 1380, 1350, 1394]
